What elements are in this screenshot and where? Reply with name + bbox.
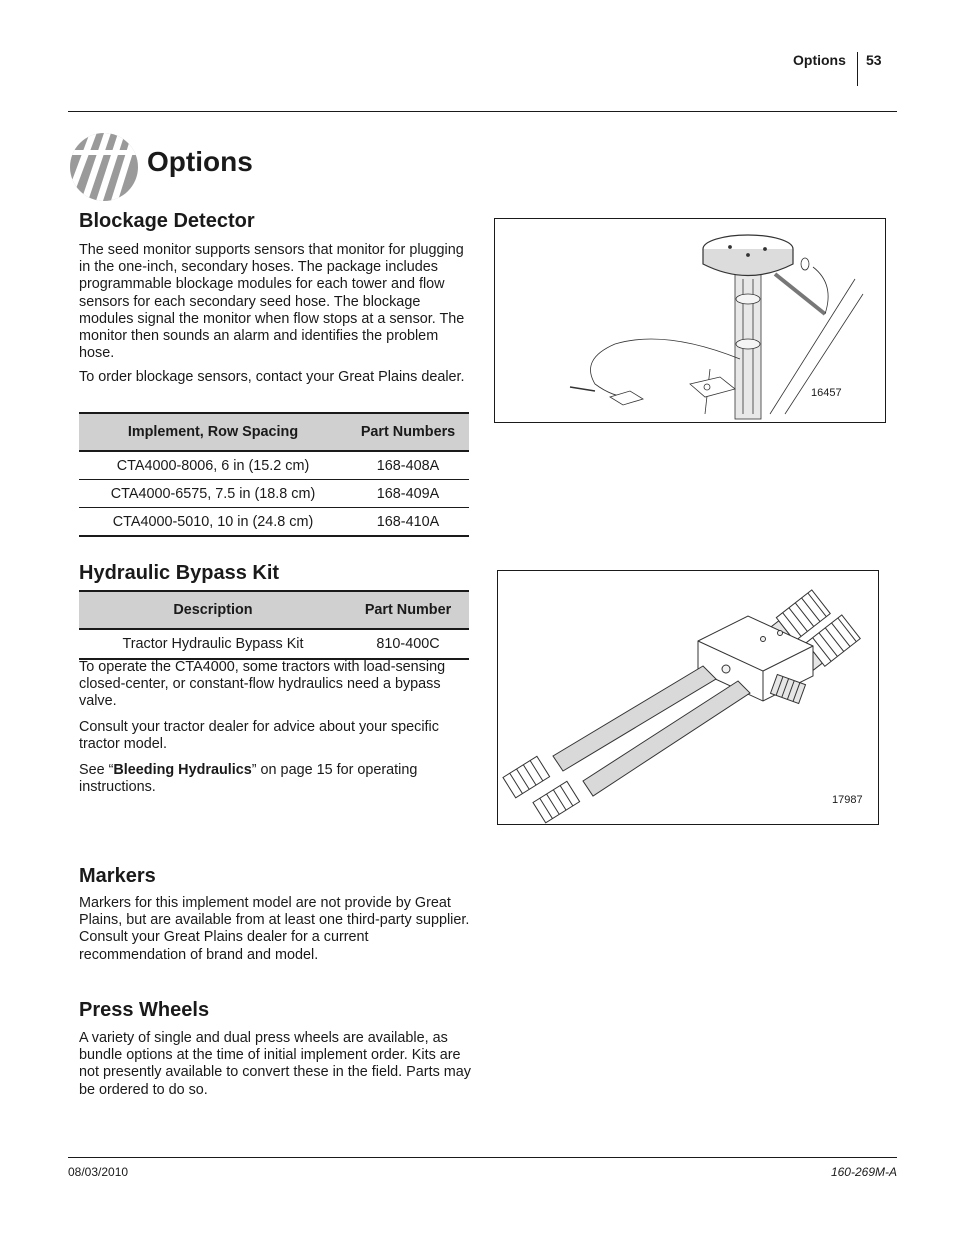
footer-document-number: 160-269M-A <box>830 1165 897 1179</box>
column-header: Part Number <box>347 591 469 629</box>
table-row <box>79 480 469 508</box>
markers-heading: Markers <box>79 865 156 887</box>
bottom-rule <box>68 1157 897 1158</box>
table-row <box>79 629 469 659</box>
table-header-row <box>79 591 469 629</box>
blockage-detector-heading: Blockage Detector <box>79 210 255 232</box>
top-rule <box>68 111 897 112</box>
table-row <box>79 508 469 537</box>
table-header-row <box>79 413 469 451</box>
great-plains-logo-icon <box>69 132 139 202</box>
column-header: Part Numbers <box>347 413 469 451</box>
hydraulic-parts-table <box>79 590 469 660</box>
table-cell: 168-409A <box>347 480 469 508</box>
press-wheels-heading: Press Wheels <box>79 999 210 1021</box>
table-cell: CTA4000-5010, 10 in (24.8 cm) <box>79 508 347 537</box>
table-cell: 168-410A <box>347 508 469 537</box>
figure-number: 16457 <box>811 387 842 399</box>
hydraulic-paragraph-2: Consult your tractor dealer for advice about your specific tractor model. <box>79 719 439 753</box>
table-cell: 168-408A <box>347 451 469 480</box>
footer-date: 08/03/2010 <box>68 1165 129 1179</box>
table-cell: Tractor Hydraulic Bypass Kit <box>79 629 347 659</box>
table-cell: 810-400C <box>347 629 469 659</box>
hydraulic-paragraph-3: See “Bleeding Hydraulics” on page 15 for operating instructions. <box>79 762 418 796</box>
column-header: Implement, Row Spacing <box>79 413 347 451</box>
blockage-paragraph-1: The seed monitor supports sensors that monitor for plugging in the one-inch, secondary hoses. The package includes programmable blockage modules for each tower and flow sensors for each secondary seed hose. The blockage modules signal the monitor when flow stops at a sensor. The monitor then sounds an alarm and identifies the problem hose. <box>79 242 465 362</box>
blockage-module-figure <box>494 218 886 423</box>
press-wheels-paragraph: A variety of single and dual press wheels are available, as bundle options at the time of initial implement order. Kits are not presently available to convert these in the field. Parts may be ordered to do so. <box>79 1030 471 1098</box>
hydraulic-paragraph-1: To operate the CTA4000, some tractors with load-sensing closed-center, or constant-flow hydraulics need a bypass valve. <box>79 659 446 710</box>
table-cell: CTA4000-8006, 6 in (15.2 cm) <box>79 451 347 480</box>
table-row <box>79 451 469 480</box>
header-divider <box>857 52 858 86</box>
hydraulic-bypass-kit-heading: Hydraulic Bypass Kit <box>79 562 280 584</box>
bypass-valve-illustration <box>498 571 878 824</box>
column-header: Description <box>79 591 347 629</box>
blockage-parts-table <box>79 412 469 537</box>
markers-paragraph: Markers for this implement model are not provide by Great Plains, but are available from at least one third-party supplier. Consult your Great Plains dealer for a current recommendation of brand and model. <box>79 895 470 963</box>
page-title: Options <box>147 146 253 177</box>
page-number: 53 <box>866 52 882 68</box>
bypass-valve-figure <box>497 570 879 825</box>
figure-number: 17987 <box>832 794 863 806</box>
running-header-section: Options <box>793 52 846 68</box>
table-cell: CTA4000-6575, 7.5 in (18.8 cm) <box>79 480 347 508</box>
blockage-paragraph-2: To order blockage sensors, contact your Great Plains dealer. <box>79 369 465 385</box>
cross-reference-link: Bleeding Hydraulics <box>113 762 252 778</box>
